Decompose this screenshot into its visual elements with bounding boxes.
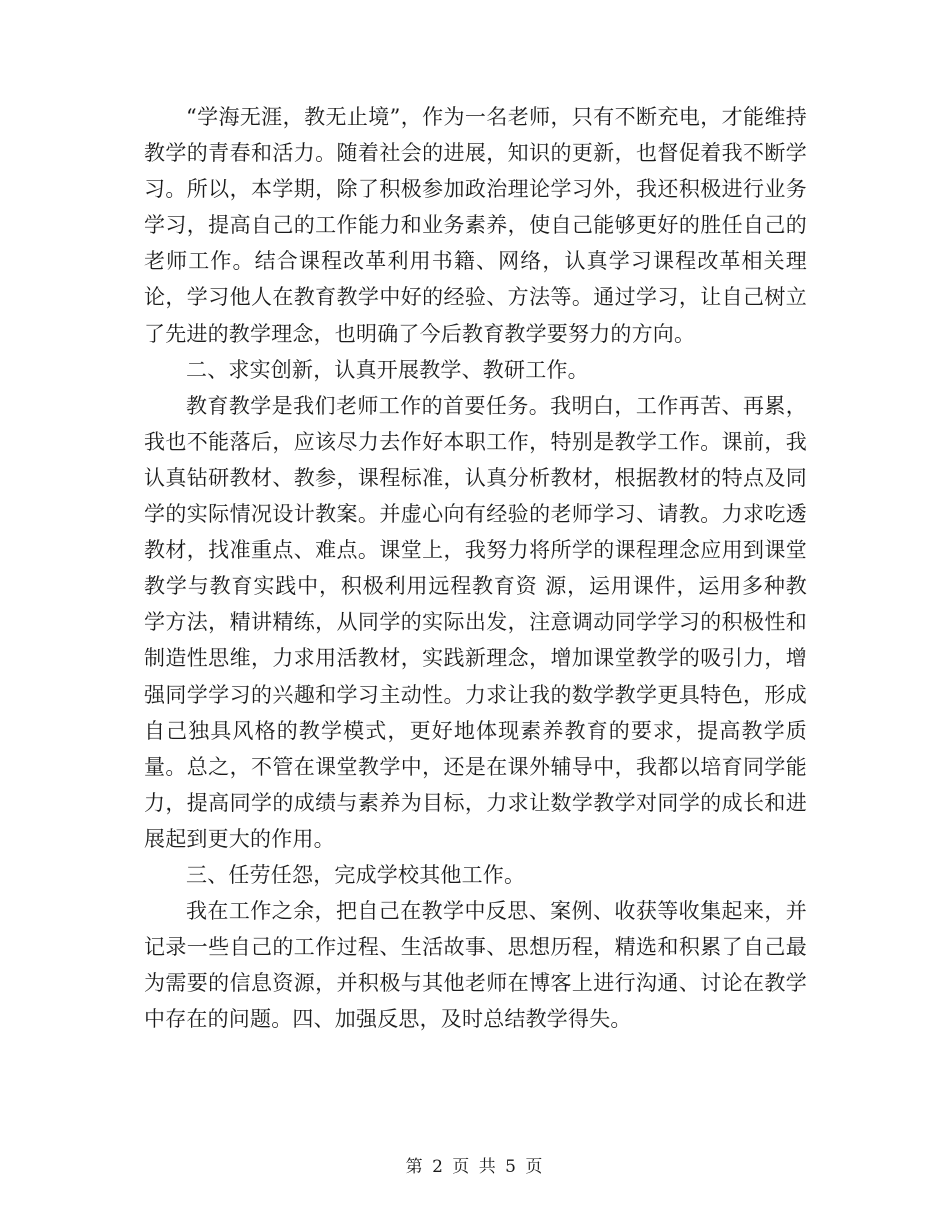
paragraph-teaching: 教育教学是我们老师工作的首要任务。我明白，工作再苦、再累，我也不能落后，应该尽力去作好本职工作，特别是教学工作。课前，我认真钻研教材、教参，课程标准，认真分析教材，根据教材的特点及同学的实际情况设计教案。并虚心向有经验的老师学习、请教。力求吃透教材，找准重点、难点。课堂上，我努力将所学的课程理念应用到课堂教学与教育实践中，积极利用远程教育资 源，运用课件，运用多种教学方法，精讲精练，从同学的实际出发，注意调动同学学习的积极性和制造性思维，力求用活教材，实践新理念，增加课堂教学的吸引力，增强同学学习的兴趣和学习主动性。力求让我的数学教学更具特色，形成自己独具风格的教学模式，更好地体现素养教育的要求，提高教学质量。总之，不管在课堂教学中，还是在课外辅导中，我都以培育同学能力，提高同学的成绩与素养为目标，力求让数学教学对同学的成长和进展起到更大的作用。	[144, 393, 807, 851]
heading-section-two: 二、求实创新，认真开展教学、教研工作。	[186, 357, 589, 382]
paragraph-study: “学海无涯，教无止境”，作为一名老师，只有不断充电，才能维持教学的青春和活力。随着社会的进展，知识的更新，也督促着我不断学习。所以，本学期，除了积极参加政治理论学习外，我还积极进行业务学习，提高自己的工作能力和业务素养，使自己能够更好的胜任自己的老师工作。结合课程改革利用书籍、网络，认真学习课程改革相关理论，学习他人在教育教学中好的经验、方法等。通过学习，让自己树立了先进的教学理念，也明确了今后教育教学要努力的方向。	[144, 105, 807, 346]
document-body	[144, 99, 807, 1037]
page-number-footer: 第 2 页 共 5 页	[405, 1157, 545, 1177]
paragraph-other-work: 我在工作之余，把自己在教学中反思、案例、收获等收集起来，并记录一些自己的工作过程、生活故事、思想历程，精选和积累了自己最为需要的信息资源，并积极与其他老师在博客上进行沟通、讨论在教学中存在的问题。四、加强反思，及时总结教学得失。	[144, 899, 807, 1032]
heading-section-three: 三、任劳任怨，完成学校其他工作。	[186, 862, 526, 887]
